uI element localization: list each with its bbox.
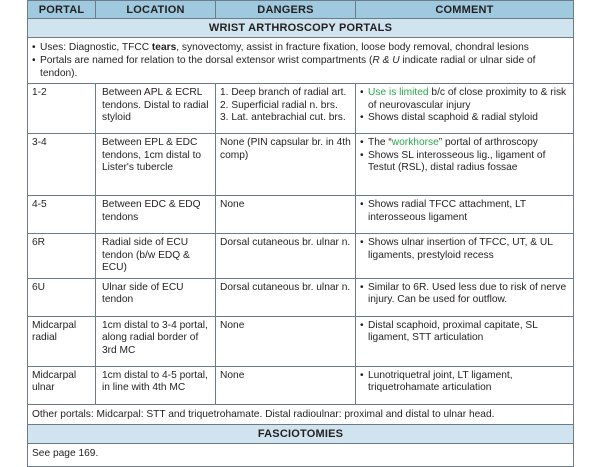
danger-item: 2. Superficial radial n. brs. xyxy=(220,99,338,111)
note-uses-bold: tears xyxy=(151,42,177,53)
note-uses-text-2: , synovectomy, assist in fracture fixation, loose body removal, chondral lesions xyxy=(176,42,529,53)
dangers-cell: Dorsal cutaneous br. ulnar n. xyxy=(216,278,356,316)
comment-cell xyxy=(356,366,574,404)
danger-item: 1. Deep branch of radial art. xyxy=(220,87,347,98)
section-row xyxy=(28,424,574,443)
header-location: LOCATION xyxy=(96,1,216,19)
highlight-text: Use is limited xyxy=(368,87,429,98)
comment-cell xyxy=(356,234,574,279)
location-cell: Ulnar side of ECU tendon xyxy=(96,278,216,316)
portal-cell: 1-2 xyxy=(28,84,96,134)
comment-cell xyxy=(356,316,574,366)
note-naming-text: Portals are named for relation to the dorsal extensor wrist compartments ( xyxy=(40,55,373,66)
comment-cell xyxy=(356,84,574,134)
notes-cell xyxy=(28,38,574,84)
wrist-arthroscopy-table xyxy=(27,0,574,467)
table-row xyxy=(28,134,574,196)
location-cell: Radial side of ECU tendon (b/w EDQ & ECU) xyxy=(96,234,216,279)
comment-text: ” portal of arthroscopy xyxy=(438,137,538,148)
location-cell: Between EPL & EDC tendons, 1cm distal to Lister's tubercle xyxy=(96,134,216,196)
dangers-cell: None xyxy=(216,366,356,404)
header-comment: COMMENT xyxy=(356,1,574,19)
table-row xyxy=(28,366,574,404)
notes-row xyxy=(28,38,574,84)
danger-item: 3. Lat. antebrachial cut. brs. xyxy=(220,112,346,123)
location-cell: 1cm distal to 3-4 portal, along radial border of 3rd MC xyxy=(96,316,216,366)
comment-item: • Shows ulnar insertion of TFCC, UT, & UL ligaments, prestyloid recess xyxy=(360,237,569,262)
comment-cell xyxy=(356,196,574,234)
portal-cell: Midcarpal radial xyxy=(28,316,96,366)
table-row xyxy=(28,316,574,366)
section-title-fasciotomies: FASCIOTOMIES xyxy=(28,424,574,443)
location-cell: Between APL & ECRL tendons. Distal to radial styloid xyxy=(96,84,216,134)
comment-cell xyxy=(356,278,574,316)
comment-cell xyxy=(356,134,574,196)
comment-item: • Shows radial TFCC attachment, LT interosseous ligament xyxy=(360,199,569,224)
header-row xyxy=(28,1,574,19)
comment-item xyxy=(360,87,569,112)
comment-text: b/c of close proximity to & risk of neurovascular injury xyxy=(368,87,567,111)
location-cell: Between EDC & EDQ tendons xyxy=(96,196,216,234)
comment-item: • Shows distal scaphoid & radial styloid xyxy=(360,112,569,125)
comment-text: The “ xyxy=(368,137,392,148)
dangers-cell: None xyxy=(216,196,356,234)
dangers-cell: None xyxy=(216,316,356,366)
highlight-text: workhorse xyxy=(391,137,439,148)
other-portals-row xyxy=(28,404,574,424)
table-row xyxy=(28,278,574,316)
dangers-cell: None (PIN capsular br. in 4th comp) xyxy=(216,134,356,196)
table-row xyxy=(28,196,574,234)
comment-item: • Similar to 6R. Used less due to risk of nerve injury. Can be used for outflow. xyxy=(360,282,569,307)
note-naming-text-2: indicate radial or ulnar side of tendon). xyxy=(40,55,536,79)
portal-cell: 6U xyxy=(28,278,96,316)
table-row xyxy=(28,234,574,279)
header-dangers: DANGERS xyxy=(216,1,356,19)
portal-cell: 4-5 xyxy=(28,196,96,234)
dangers-cell: Dorsal cutaneous br. ulnar n. xyxy=(216,234,356,279)
dangers-cell xyxy=(216,84,356,134)
header-portal: PORTAL xyxy=(28,1,96,19)
comment-item: • Lunotriquetral joint, LT ligament, triquetrohamate articulation xyxy=(360,370,569,395)
note-uses xyxy=(32,41,569,54)
portal-cell: 3-4 xyxy=(28,134,96,196)
note-naming-italic: R & U xyxy=(372,55,400,66)
note-uses-text: Uses: Diagnostic, TFCC xyxy=(40,42,152,53)
location-cell: 1cm distal to 4-5 portal, in line with 4th MC xyxy=(96,366,216,404)
portal-cell: 6R xyxy=(28,234,96,279)
see-page-text: See page 169. xyxy=(28,443,574,466)
comment-item: • Distal scaphoid, proximal capitate, SL ligament, STT articulation xyxy=(360,320,569,345)
other-portals-text: Other portals: Midcarpal: STT and triquetrohamate. Distal radioulnar: proximal and distal to ulnar head. xyxy=(28,404,574,424)
section-title-wrist-arthroscopy: WRIST ARTHROSCOPY PORTALS xyxy=(28,19,574,38)
note-naming xyxy=(32,54,569,80)
section-row xyxy=(28,19,574,38)
table-row xyxy=(28,84,574,134)
reference-table-wrapper xyxy=(27,0,573,467)
comment-item xyxy=(360,137,569,150)
portal-cell: Midcarpal ulnar xyxy=(28,366,96,404)
comment-item: • Shows SL interosseous lig., ligament of Testut (RSL), distal radius fossae xyxy=(360,150,569,175)
see-page-row xyxy=(28,443,574,466)
